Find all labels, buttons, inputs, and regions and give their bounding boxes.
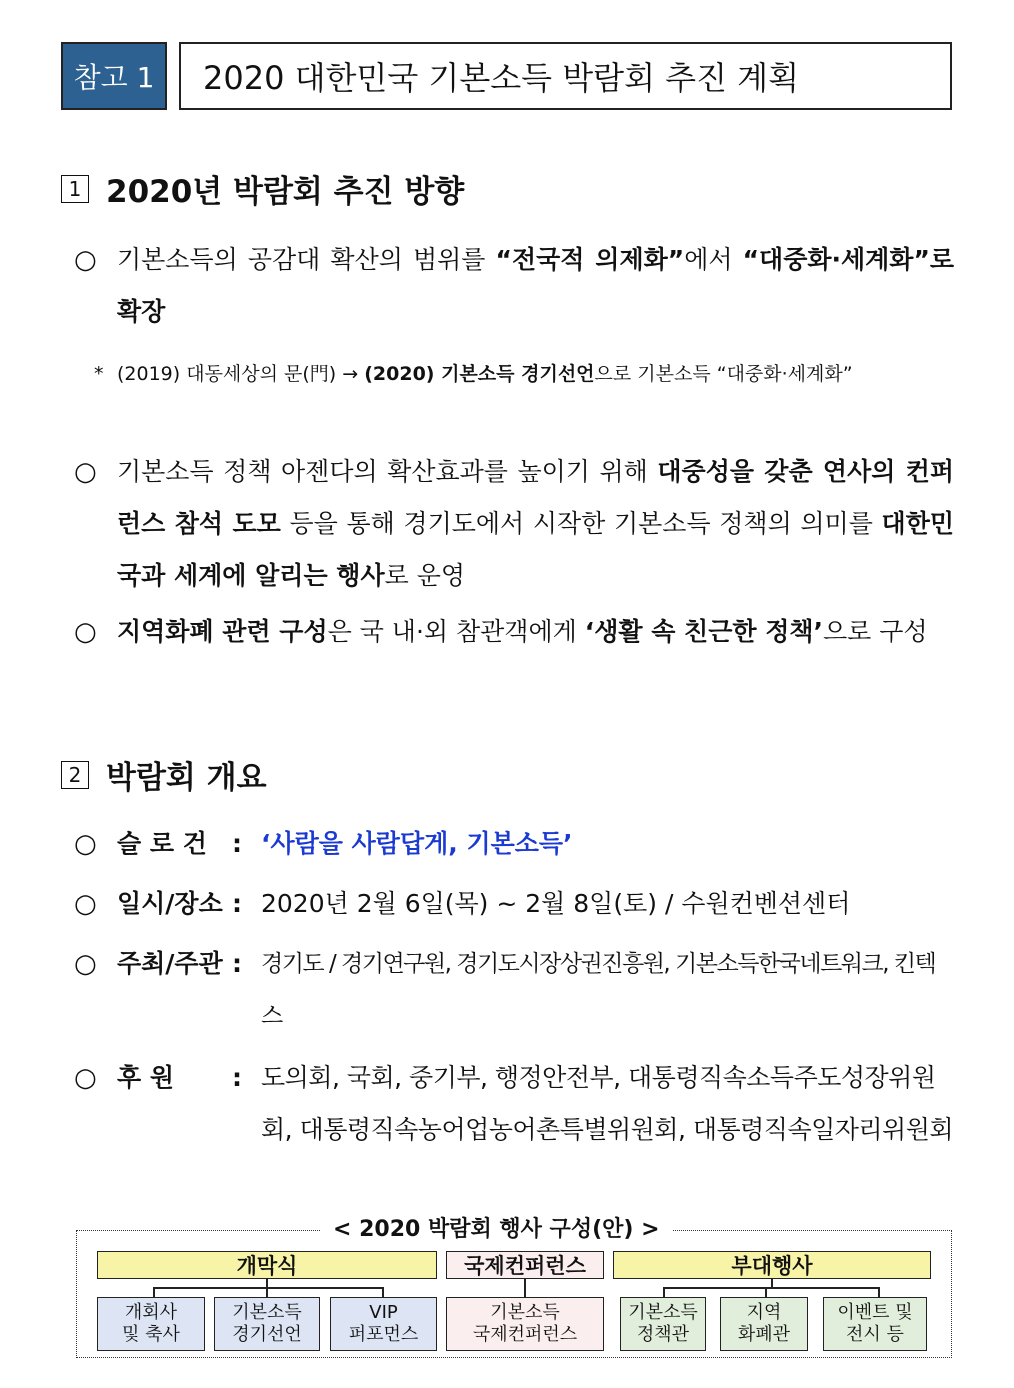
- bullet-text: 기본소득 정책 아젠다의 확산효과를 높이기 위해 대중성을 갖춘 연사의 컨퍼런스 참석 도모 등을 통해 경기도에서 시작한 기본소득 정책의 의미를 대한민국과 세계에 알리는 행사로 운영: [117, 457, 955, 590]
- row-colon: :: [232, 829, 242, 858]
- circle-bullet-icon: ○: [74, 829, 97, 859]
- circle-bullet-icon: ○: [74, 889, 97, 919]
- footnote-text: (2019) 대동세상의 문(門) → (2020) 기본소득 경기선언으로 기본소득 “대중화·세계화”: [117, 363, 853, 385]
- document-title: 2020 대한민국 기본소득 박람회 추진 계획: [179, 42, 952, 110]
- item-basic-income-declaration: 기본소득 경기선언: [214, 1297, 320, 1351]
- connector-line: [153, 1287, 383, 1289]
- slogan-value: ‘사람을 사람답게, 기본소득’: [261, 829, 573, 858]
- group-side-events: 부대행사: [613, 1251, 931, 1279]
- bullet-item: [74, 234, 954, 338]
- bullet-item: [74, 606, 954, 658]
- row-value: 경기도 / 경기연구원, 경기도시장상권진흥원, 기본소득한국네트워크, 킨텍스: [261, 951, 936, 1029]
- row-label: 슬 로 건: [117, 829, 207, 858]
- connector-line: [153, 1287, 155, 1297]
- connector-line: [878, 1287, 880, 1297]
- item-policy-hall: 기본소득 정책관: [620, 1297, 706, 1351]
- circle-bullet-icon: ○: [74, 1063, 97, 1093]
- reference-tag: 참고 1: [61, 42, 167, 110]
- circle-bullet-icon: ○: [74, 949, 97, 979]
- row-label: 후 원: [117, 1063, 175, 1092]
- circle-bullet-icon: ○: [74, 245, 97, 275]
- section-1-heading: [61, 166, 464, 211]
- circle-bullet-icon: ○: [74, 617, 97, 647]
- connector-line: [266, 1287, 268, 1297]
- connector-line: [524, 1279, 526, 1297]
- item-local-currency-hall: 지역 화폐관: [720, 1297, 808, 1351]
- row-colon: :: [232, 889, 242, 918]
- row-label: 일시/장소: [117, 889, 223, 918]
- circle-bullet-icon: ○: [74, 457, 97, 487]
- bullet-text: 지역화폐 관련 구성은 국 내·외 참관객에게 ‘생활 속 친근한 정책’으로 구성: [117, 617, 928, 646]
- section-title: 2020년 박람회 추진 방향: [106, 174, 465, 210]
- section-number: 2: [61, 761, 89, 789]
- connector-line: [663, 1287, 665, 1297]
- bullet-item: [74, 446, 954, 602]
- footnote: [94, 354, 954, 394]
- row-label: 주최/주관: [117, 949, 223, 978]
- item-opening-speech: 개회사 및 축사: [97, 1297, 205, 1351]
- section-number: 1: [61, 175, 89, 203]
- item-events-exhibitions: 이벤트 및 전시 등: [823, 1297, 927, 1351]
- section-2-heading: [61, 752, 267, 797]
- diagram-title: < 2020 박람회 행사 구성(안) >: [321, 1212, 672, 1243]
- row-colon: :: [232, 949, 242, 978]
- bullet-text: 기본소득의 공감대 확산의 범위를 “전국적 의제화”에서 “대중화·세계화”로 확장: [117, 245, 955, 326]
- row-value: 도의회, 국회, 중기부, 행정안전부, 대통령직속소득주도성장위원회, 대통령직속농어업농어촌특별위원회, 대통령직속일자리위원회: [261, 1063, 953, 1144]
- event-structure-diagram: [76, 1217, 952, 1358]
- row-value: 2020년 2월 6일(목) ~ 2월 8일(토) / 수원컨벤션센터: [261, 889, 851, 918]
- row-colon: :: [232, 1063, 242, 1092]
- section-title: 박람회 개요: [106, 760, 267, 796]
- asterisk-icon: *: [94, 363, 104, 385]
- item-international-conference: 기본소득 국제컨퍼런스: [446, 1297, 604, 1351]
- item-vip-performance: VIP 퍼포먼스: [330, 1297, 437, 1351]
- group-conference: 국제컨퍼런스: [446, 1251, 604, 1279]
- connector-line: [382, 1287, 384, 1297]
- connector-line: [663, 1287, 879, 1289]
- connector-line: [765, 1287, 767, 1297]
- group-opening: 개막식: [97, 1251, 437, 1279]
